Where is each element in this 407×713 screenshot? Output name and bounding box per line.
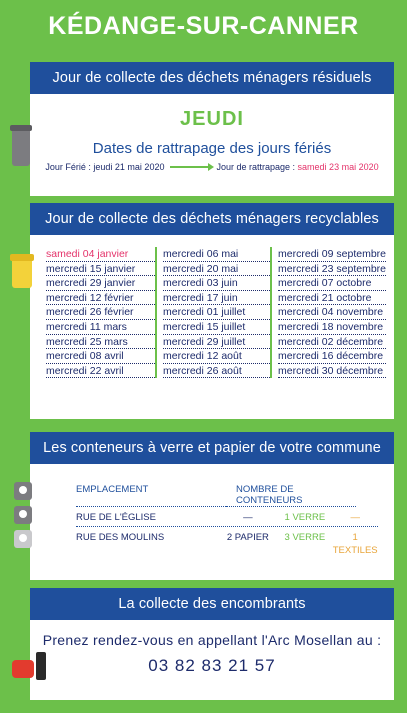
page-title: KÉDANGE-SUR-CANNER bbox=[48, 12, 359, 40]
conteneurs-table-header bbox=[76, 484, 378, 507]
date-item: mercredi 20 mai bbox=[163, 262, 270, 277]
date-item: mercredi 08 avril bbox=[46, 349, 155, 364]
date-item: mercredi 11 mars bbox=[46, 320, 155, 335]
arrow-right-icon bbox=[170, 166, 210, 168]
date-item: samedi 04 janvier bbox=[46, 247, 155, 262]
container-verre-icon bbox=[14, 506, 32, 524]
dates-column-2 bbox=[155, 247, 270, 378]
date-item: mercredi 17 juin bbox=[163, 291, 270, 306]
rattrapage-label: Jour de rattrapage : samedi 23 mai 2020 bbox=[216, 162, 379, 172]
date-item: mercredi 06 mai bbox=[163, 247, 270, 262]
date-item: mercredi 15 juillet bbox=[163, 320, 270, 335]
ferie-line bbox=[30, 162, 394, 172]
phone-number: 03 82 83 21 57 bbox=[148, 656, 276, 675]
recyclables-panel bbox=[30, 203, 394, 419]
date-item: mercredi 02 décembre bbox=[278, 335, 386, 350]
table-row bbox=[76, 531, 378, 556]
recyclables-dates bbox=[30, 235, 394, 378]
dates-column-1 bbox=[46, 247, 155, 378]
recyclables-heading: Jour de collecte des déchets ménagers recyclables bbox=[30, 203, 394, 235]
conteneurs-heading: Les conteneurs à verre et papier de votre commune bbox=[30, 432, 394, 464]
textiles-count: — bbox=[350, 512, 360, 523]
place-name: RUE DE L'ÉGLISE bbox=[76, 512, 156, 523]
table-row bbox=[76, 511, 378, 527]
header-nombre: NOMBRE DE CONTENEURS bbox=[226, 484, 356, 507]
container-textiles-icon bbox=[14, 530, 32, 548]
date-item: mercredi 22 avril bbox=[46, 364, 155, 379]
date-item: mercredi 21 octobre bbox=[278, 291, 386, 306]
textiles-count: 1 TEXTILES bbox=[332, 532, 378, 556]
encombrants-panel bbox=[30, 588, 394, 700]
date-item: mercredi 07 octobre bbox=[278, 276, 386, 291]
grey-bin-icon bbox=[12, 128, 30, 166]
date-item: mercredi 29 juillet bbox=[163, 335, 270, 350]
rattrapage-title: Dates de rattrapage des jours fériés bbox=[92, 140, 332, 157]
conteneurs-panel bbox=[30, 432, 394, 580]
date-item: mercredi 25 mars bbox=[46, 335, 155, 350]
date-item: mercredi 01 juillet bbox=[163, 305, 270, 320]
encombrants-heading: La collecte des encombrants bbox=[30, 588, 394, 620]
verre-count: 1 VERRE bbox=[284, 512, 326, 523]
date-item: mercredi 29 janvier bbox=[46, 276, 155, 291]
mattress-icon bbox=[36, 652, 46, 680]
date-item: mercredi 30 décembre bbox=[278, 364, 386, 379]
date-item: mercredi 12 août bbox=[163, 349, 270, 364]
date-item: mercredi 15 janvier bbox=[46, 262, 155, 277]
date-item: mercredi 03 juin bbox=[163, 276, 270, 291]
date-item: mercredi 04 novembre bbox=[278, 305, 386, 320]
residuels-heading: Jour de collecte des déchets ménagers résiduels bbox=[30, 62, 394, 94]
place-name: RUE DES MOULINS bbox=[76, 532, 165, 543]
date-item: mercredi 16 décembre bbox=[278, 349, 386, 364]
armchair-icon bbox=[12, 660, 34, 678]
rattrapage-date: samedi 23 mai 2020 bbox=[297, 162, 379, 172]
encombrants-text: Prenez rendez-vous en appellant l'Arc Mosellan au : bbox=[42, 632, 382, 648]
dates-column-3 bbox=[270, 247, 386, 378]
yellow-bin-icon bbox=[12, 258, 32, 288]
residuels-panel bbox=[30, 62, 394, 196]
papier-count: — bbox=[243, 512, 253, 523]
date-item: mercredi 23 septembre bbox=[278, 262, 386, 275]
ferie-label: Jour Férié : jeudi 21 mai 2020 bbox=[45, 162, 165, 172]
collection-day: JEUDI bbox=[180, 108, 244, 130]
papier-count: 2 PAPIER bbox=[226, 532, 269, 543]
date-item: mercredi 26 février bbox=[46, 305, 155, 320]
container-papier-icon bbox=[14, 482, 32, 500]
date-item: mercredi 18 novembre bbox=[278, 320, 386, 335]
date-item: mercredi 09 septembre bbox=[278, 248, 386, 260]
verre-count: 3 VERRE bbox=[284, 532, 326, 543]
date-item: mercredi 26 août bbox=[163, 364, 270, 379]
header-emplacement: EMPLACEMENT bbox=[76, 484, 226, 507]
date-item: mercredi 12 février bbox=[46, 291, 155, 306]
